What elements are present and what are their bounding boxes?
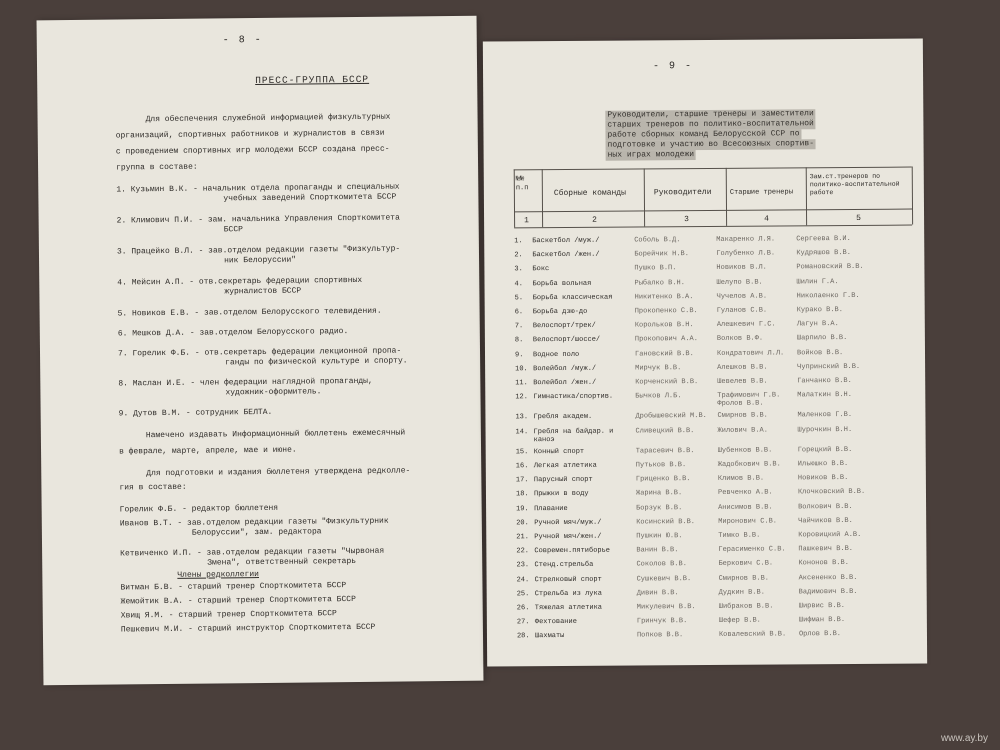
- table-rule: [726, 168, 727, 226]
- leader-name: Дробышевский М.В.: [635, 412, 707, 421]
- member-line: учебных заведений Спорткомитета БССР: [223, 192, 397, 204]
- deputy-name: Волкович В.В.: [798, 502, 853, 511]
- col-header-coaches: Старшие тренеры: [729, 188, 793, 197]
- row-number: 2.: [514, 251, 523, 260]
- row-number: 23.: [516, 561, 530, 570]
- leader-name: Дивин В.В.: [636, 588, 679, 598]
- deputy-name: Курако В.В.: [796, 306, 843, 315]
- col-number: 5: [856, 213, 861, 223]
- team-name: Гимнастика/спортив.: [533, 392, 614, 402]
- leader-name: Ванин В.В.: [636, 546, 679, 555]
- page-number: - 8 -: [222, 34, 263, 47]
- row-number: 17.: [515, 476, 529, 485]
- row-number: 16.: [515, 462, 529, 471]
- row-number: 28.: [516, 632, 530, 641]
- leader-name: Рыбалко В.Н.: [634, 278, 685, 288]
- editorial-intro-line: Для подготовки и издания бюллетеня утверждена редколле-: [146, 466, 411, 479]
- coach-name: Новиков В.Л.: [716, 263, 767, 273]
- team-name: Стенд.стрельба: [534, 561, 594, 570]
- leader-name: Попков В.В.: [636, 631, 684, 640]
- deputy-name: Ширвис В.В.: [798, 602, 846, 611]
- row-number: 24.: [516, 575, 530, 584]
- coach-name: Миронович С.В.: [718, 517, 778, 526]
- table-rule: [644, 168, 645, 226]
- team-name: Прыжки в воду: [533, 490, 589, 499]
- table-rule: [514, 225, 912, 229]
- heading-line: работе сборных команд Белорусской ССР по: [605, 129, 801, 140]
- row-number: 4.: [514, 279, 523, 288]
- team-name: Конный спорт: [533, 447, 585, 456]
- team-name: Борьба дзю-до: [532, 307, 588, 317]
- member-line: 3. Працейко В.Л. - зав.отделом редакции газеты "Физкультур-: [116, 244, 401, 257]
- coach-name: Жилович В.А.: [717, 426, 768, 435]
- row-number: 1.: [514, 237, 523, 246]
- member-line: 5. Новиков Е.В. - зав.отделом Белорусского телевидения.: [117, 306, 382, 319]
- team-name: Водное поло: [532, 350, 580, 359]
- col-number: 4: [764, 214, 769, 224]
- intro-line: организаций, спортивных работников и журналистов в связи: [115, 128, 385, 141]
- coach-name: Дудкин В.В.: [718, 588, 765, 597]
- row-number: 18.: [515, 490, 529, 499]
- row-number: 20.: [516, 519, 529, 528]
- col-number: 1: [524, 216, 529, 226]
- coach-name: Чучелов А.В.: [716, 292, 768, 301]
- deputy-name: Пашкевич В.В.: [798, 545, 854, 554]
- leader-name: Пушкин Ю.В.: [636, 532, 683, 541]
- member-line: 6. Мешков Д.А. - зав.отделом Белорусского радио.: [117, 327, 349, 339]
- table-rule: [806, 167, 807, 225]
- deputy-name: Чайчиков В.В.: [798, 516, 853, 526]
- col-header-deputy: Зам.ст.тренеров по политико-воспитательной работе: [809, 172, 900, 197]
- heading-line: ных играх молодежи: [606, 150, 696, 161]
- intro-line: Для обеспечения служебной информацией физкультурных: [145, 112, 391, 125]
- leader-name: Прокопенко С.В.: [634, 307, 698, 316]
- deputy-name: Маленков Г.В.: [797, 411, 853, 420]
- deputy-name: Шарпило В.В.: [796, 334, 848, 343]
- row-number: 14.: [515, 427, 529, 436]
- deputy-name: Николаенко Г.В.: [796, 291, 860, 301]
- intro-line: с проведением спортивных игр молодежи БССР создана пресс-: [115, 144, 390, 157]
- row-number: 12.: [515, 393, 528, 402]
- leader-name: Борзук В.В.: [636, 503, 683, 513]
- team-name: Баскетбол /муж./: [532, 236, 600, 246]
- table-rule: [514, 167, 912, 171]
- deputy-name: Чупринский В.В.: [797, 362, 861, 372]
- board-line: Жемойтик В.А. - старший тренер Спорткомитета БССР: [120, 595, 356, 607]
- editorial-intro-line: гия в составе:: [119, 482, 187, 493]
- row-number: 15.: [515, 448, 529, 457]
- leader-name: Сливецкий В.В.: [635, 426, 695, 436]
- editorial-line: Горелик Ф.Б. - редактор бюллетеня: [119, 503, 279, 515]
- deputy-name: Сергеева В.И.: [796, 234, 851, 244]
- team-name: Велоспорт/трек/: [532, 321, 596, 331]
- deputy-name: Шурочкин В.Н.: [797, 425, 853, 434]
- heading-line: старших тренеров по политико-воспитательной: [605, 119, 816, 130]
- board-line: Хвищ Я.М. - старший тренер Спорткомитета БССР: [120, 609, 337, 621]
- deputy-name: Шифман В.В.: [798, 616, 846, 625]
- coach-name: Климов В.В.: [717, 474, 765, 484]
- coach-name: Волков В.Ф.: [716, 334, 764, 344]
- row-number: 6.: [514, 308, 524, 317]
- bulletin-line: Намечено издавать Информационный бюллетень ежемесячный: [145, 428, 406, 441]
- team-name: Гребля на байдар. и каноэ: [533, 427, 614, 444]
- leader-name: Гановский В.В.: [634, 349, 694, 359]
- leader-name: Бычков Л.Б.: [635, 392, 682, 401]
- page-number: - 9 -: [652, 61, 694, 73]
- heading-line: подготовке и участию во Всесоюзных спортив-: [606, 139, 817, 150]
- row-number: 7.: [514, 322, 524, 331]
- col-header-num: №№ п.п: [515, 175, 529, 193]
- team-name: Плавание: [534, 504, 568, 513]
- leader-name: Микулевич В.В.: [636, 603, 696, 612]
- coach-name: Смирнов В.В.: [717, 411, 768, 421]
- deputy-name: Войков В.В.: [796, 348, 844, 357]
- coach-name: Анисимов В.В.: [718, 503, 773, 512]
- member-line: 4. Мейсин А.П. - отв.секретарь федерации спортивных: [117, 275, 363, 288]
- row-number: 8.: [514, 336, 524, 345]
- leader-name: Борейчик Н.В.: [634, 250, 689, 259]
- row-number: 11.: [515, 379, 528, 388]
- team-name: Гребля академ.: [533, 413, 593, 422]
- member-line: 8. Маслан И.Е. - член федерации наглядной пропаганды,: [118, 376, 373, 389]
- row-number: 22.: [516, 547, 530, 556]
- deputy-name: Новиков В.В.: [797, 474, 849, 483]
- leader-name: Корольков В.Н.: [634, 321, 694, 330]
- team-name: Бокс: [532, 265, 550, 274]
- coach-name: Жадобкович В.В.: [717, 460, 781, 469]
- deputy-name: Орлов В.В.: [798, 630, 842, 639]
- member-line: 7. Горелик Ф.Б. - отв.секретарь федерации лекционной пропа-: [117, 346, 402, 359]
- leader-name: Косинский В.В.: [636, 517, 696, 527]
- editorial-line: Белоруссии", зам. редактора: [191, 527, 322, 538]
- row-number: 13.: [515, 413, 529, 422]
- deputy-name: Кононов В.В.: [798, 559, 849, 568]
- col-number: 3: [684, 215, 689, 225]
- coach-name: Ревченко А.В.: [717, 488, 773, 498]
- team-name: Борьба вольная: [532, 279, 592, 288]
- editorial-line: Иванов В.Т. - зав.отделом редакции газеты "Физкультурник: [119, 516, 389, 529]
- coach-name: Гуланов С.В.: [716, 306, 768, 315]
- deputy-name: Аксененко В.В.: [798, 573, 858, 582]
- deputy-name: Ганчанко В.В.: [797, 376, 852, 386]
- row-number: 9.: [514, 350, 524, 359]
- coach-name: Голубенко Л.В.: [716, 249, 776, 259]
- team-name: Баскетбол /жен./: [532, 250, 600, 260]
- row-number: 19.: [516, 504, 529, 513]
- deputy-name: Романовский В.В.: [796, 263, 864, 272]
- leader-name: Сушкевич В.В.: [636, 574, 692, 584]
- team-name: Ручной мяч/муж./: [534, 518, 602, 527]
- member-line: журналистов БССР: [224, 286, 302, 297]
- col-number: 2: [592, 215, 597, 225]
- team-name: Шахматы: [534, 632, 565, 641]
- col-header-leaders: Руководители: [653, 187, 712, 198]
- coach-name: Шелупо В.В.: [716, 278, 763, 287]
- team-name: Борьба классическая: [532, 293, 613, 302]
- leader-name: Соколов В.В.: [636, 560, 687, 569]
- coach-name: Герасименко С.В.: [718, 545, 786, 555]
- team-name: Ручной мяч/жен./: [534, 532, 602, 542]
- member-line: 9. Дутов В.М. - сотрудник БЕЛТА.: [118, 407, 273, 419]
- coach-name: Шубенков В.В.: [717, 446, 773, 455]
- coach-name: Макаренко Л.Я.: [716, 235, 776, 244]
- col-header-team: Сборные команды: [553, 188, 626, 199]
- leader-name: Никитенко В.А.: [634, 292, 694, 302]
- coach-name: Алешкевич Г.С.: [716, 320, 776, 330]
- row-number: 5.: [514, 294, 524, 303]
- leader-name: Гриценко В.В.: [635, 475, 691, 484]
- left-page: [37, 16, 484, 686]
- team-name: Тяжелая атлетика: [534, 603, 603, 613]
- team-name: Стрельба из лука: [534, 589, 602, 598]
- coach-name: Кондратович Л.Л.: [716, 349, 785, 358]
- table-rule: [514, 209, 912, 213]
- member-line: 1. Кузьмин В.К. - начальник отдела пропаганды и специальных: [116, 182, 400, 195]
- row-number: 3.: [514, 265, 523, 274]
- deputy-name: Ильюшко В.В.: [797, 460, 849, 469]
- team-name: Парусный спорт: [533, 475, 593, 485]
- team-name: Современ.пятиборье: [534, 546, 611, 556]
- right-page: [483, 38, 927, 666]
- bulletin-line: в феврале, марте, апреле, мае и июне.: [119, 445, 297, 457]
- member-line: ганды по физической культуре и спорту.: [225, 356, 408, 368]
- deputy-name: Вадимович В.В.: [798, 587, 858, 597]
- coach-name: Шефер В.В.: [718, 616, 761, 626]
- member-line: художник-оформитель.: [225, 387, 322, 398]
- coach-name: Шибраков В.В.: [718, 602, 774, 611]
- heading-line: Руководители, старшие тренеры и заместители: [605, 109, 816, 120]
- leader-name: Пушко В.П.: [634, 264, 677, 273]
- watermark: www.ay.by: [940, 733, 988, 744]
- deputy-name: Коровицкий А.В.: [798, 530, 862, 540]
- row-number: 10.: [515, 365, 528, 374]
- member-line: ник Белоруссии": [224, 255, 297, 266]
- board-heading: Члены редколлегии: [177, 570, 260, 580]
- deputy-name: Шилин Г.А.: [796, 277, 839, 286]
- coach-name: Ковалевский В.В.: [718, 630, 787, 640]
- table-rule: [912, 167, 913, 225]
- leader-name: Гринчук В.В.: [636, 617, 688, 626]
- leader-name: Тарасевич В.В.: [635, 446, 695, 456]
- team-name: Фехтование: [534, 618, 577, 627]
- leader-name: Мирчук В.В.: [635, 363, 682, 373]
- row-number: 21.: [516, 533, 529, 542]
- row-number: 27.: [516, 618, 530, 627]
- leader-name: Прокопович А.А.: [634, 335, 698, 344]
- coach-name: Алешков В.В.: [717, 363, 768, 372]
- member-line: 2. Климович П.И. - зам. начальника Управления Спорткомитета: [116, 213, 400, 226]
- board-line: Витман Б.В. - старший тренер Спорткомитета БССР: [120, 581, 347, 593]
- deputy-name: Кудряшов В.В.: [796, 249, 851, 258]
- page-title: ПРЕСС-ГРУППА БССР: [255, 73, 370, 87]
- coach-name: Шевелев В.В.: [717, 377, 768, 386]
- deputy-name: Клочковский В.В.: [797, 488, 866, 497]
- leader-name: Жарина В.В.: [635, 489, 683, 498]
- team-name: Велоспорт/шоссе/: [532, 336, 601, 345]
- team-name: Легкая атлетика: [533, 461, 597, 471]
- team-name: Волейбол /муж./: [533, 364, 597, 373]
- leader-name: Соболь В.Д.: [634, 236, 681, 245]
- intro-line: группа в составе:: [116, 162, 198, 173]
- coach-name: Беркович С.В.: [718, 559, 774, 569]
- leader-name: Путьков В.В.: [635, 461, 687, 470]
- team-name: Волейбол /жен./: [533, 378, 597, 388]
- editorial-line: Змена", ответственный секретарь: [207, 557, 357, 568]
- leader-name: Корченский В.В.: [635, 378, 699, 387]
- member-line: БССР: [223, 225, 243, 235]
- deputy-name: Горецкий В.В.: [797, 445, 853, 455]
- deputy-name: Лагун В.А.: [796, 320, 839, 329]
- team-name: Стрелковый спорт: [534, 575, 602, 584]
- editorial-line: Кетвиченко И.П. - зав.отделом редакции газеты "Чырвоная: [120, 546, 385, 559]
- deputy-name: Малаткин В.Н.: [797, 391, 852, 400]
- coach-name: Тимко В.В.: [718, 531, 761, 540]
- coach-name: Трафимович Г.В. Фролов В.В.: [717, 391, 781, 409]
- row-number: 25.: [516, 590, 530, 599]
- coach-name: Смирнов В.В.: [718, 574, 770, 583]
- row-number: 26.: [516, 604, 530, 613]
- board-line: Пешкевич М.И. - старший инструктор Спорткомитета БССР: [120, 622, 376, 635]
- table-rule: [542, 169, 543, 227]
